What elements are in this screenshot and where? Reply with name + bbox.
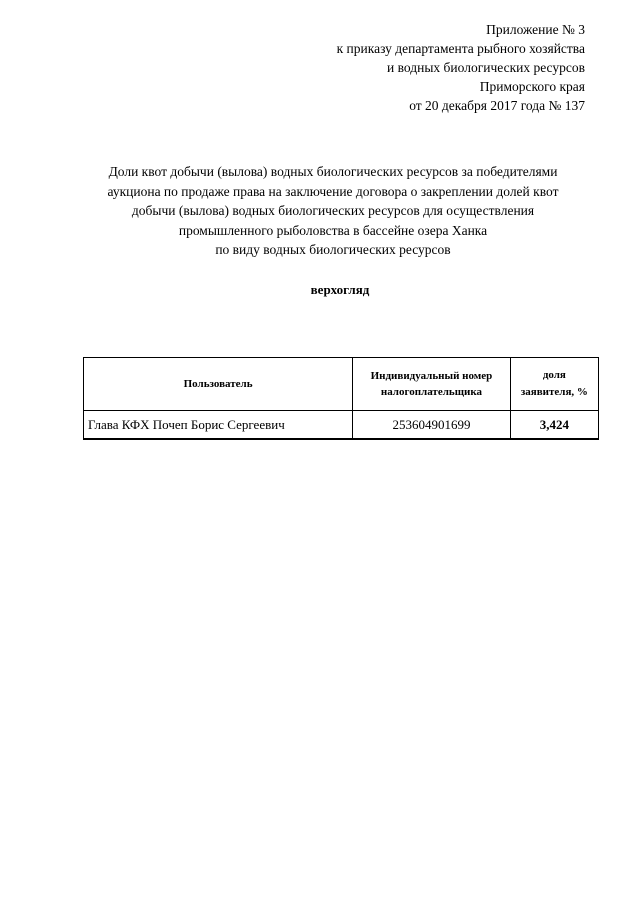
appendix-header <box>205 20 585 115</box>
appendix-number: Приложение № 3 <box>486 22 585 37</box>
document-title <box>40 162 626 260</box>
appendix-region: Приморского края <box>479 79 585 94</box>
header-share-line: доля <box>542 369 566 381</box>
title-line: добычи (вылова) водных биологических ресурсов для осуществления <box>131 203 535 218</box>
header-share-line: заявителя, % <box>520 386 588 398</box>
title-line: Доли квот добычи (вылова) водных биологических ресурсов за победителями <box>108 164 558 179</box>
header-user: Пользователь <box>84 358 353 411</box>
header-inn-line: налогоплательщика <box>380 386 482 398</box>
appendix-department: и водных биологических ресурсов <box>387 60 585 75</box>
header-inn-line: Индивидуальный номер <box>370 370 493 382</box>
cell-inn: 253604901699 <box>353 411 511 440</box>
cell-share: 3,424 <box>510 411 598 440</box>
appendix-date: от 20 декабря 2017 года № 137 <box>409 98 585 113</box>
table-header-row <box>84 358 599 411</box>
species-heading: верхогляд <box>310 282 370 297</box>
header-inn <box>353 358 511 411</box>
quota-table <box>83 357 599 440</box>
title-line: аукциона по продаже права на заключение договора о закреплении долей квот <box>107 183 559 199</box>
header-share <box>510 358 598 411</box>
table-row <box>84 411 599 440</box>
cell-user: Глава КФХ Почеп Борис Сергеевич <box>84 411 353 440</box>
appendix-order-ref: к приказу департамента рыбного хозяйства <box>336 41 585 56</box>
title-line: по виду водных биологических ресурсов <box>215 242 451 257</box>
title-line: промышленного рыболовства в бассейне озера Ханка <box>178 222 488 238</box>
